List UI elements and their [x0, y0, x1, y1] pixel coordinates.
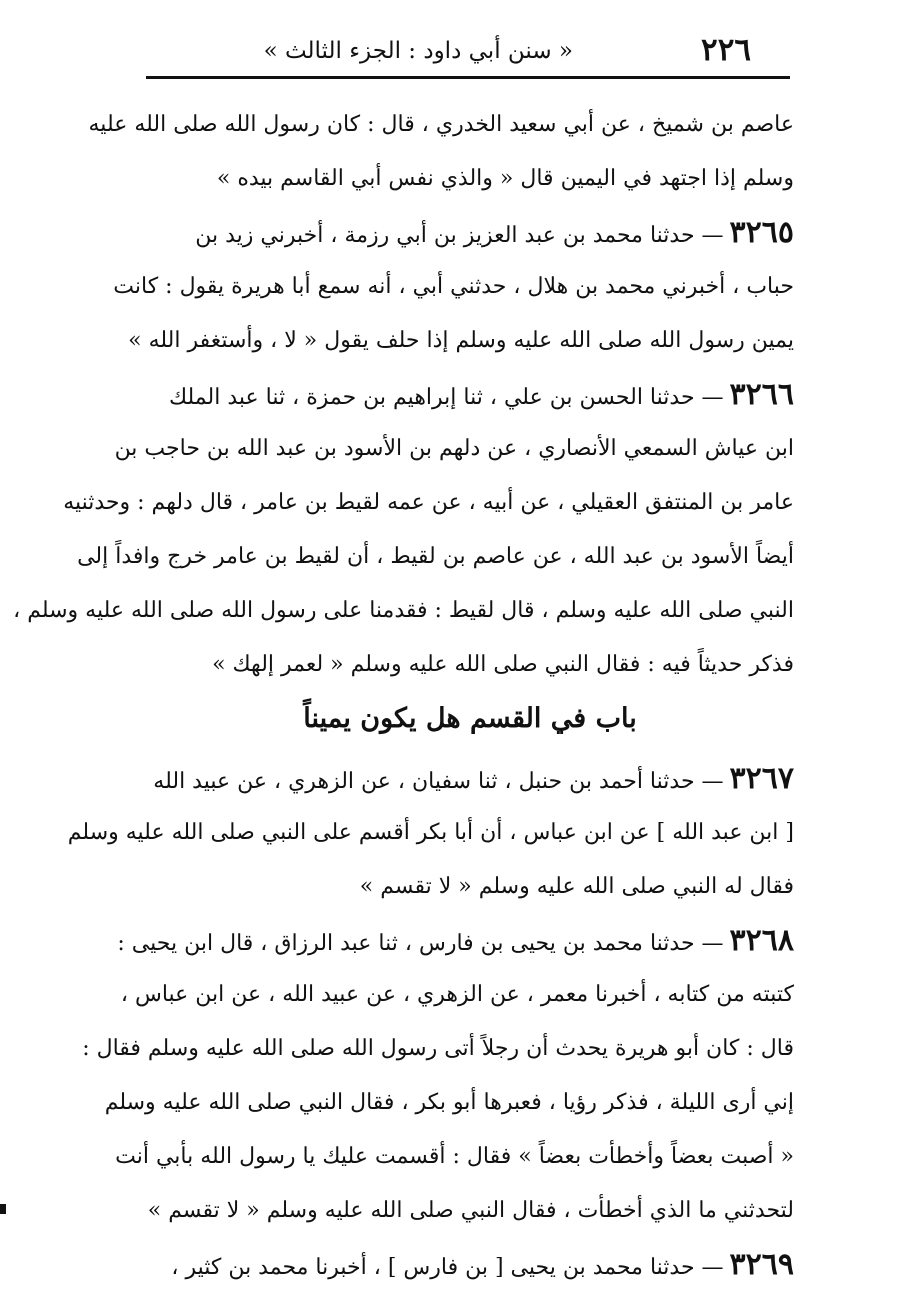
- intro-line: عاصم بن شميخ ، عن أبي سعيد الخدري ، قال : كان رسول الله صلى الله عليه: [88, 112, 794, 137]
- hadith-text: — حدثنا أحمد بن حنبل ، ثنا سفيان ، عن الزهري ، عن عبيد الله: [153, 769, 724, 794]
- hadith-line: [146, 206, 794, 260]
- page-number: ٢٢٦: [701, 32, 751, 68]
- hadith-text: — حدثنا محمد بن يحيى بن فارس ، ثنا عبد الرزاق ، قال ابن يحيى :: [117, 931, 724, 956]
- hadith-line: [117, 914, 794, 968]
- hadith-line: فقال له النبي صلى الله عليه وسلم « لا تقسم »: [359, 874, 794, 899]
- hadith-line: [ ابن عبد الله ] عن ابن عباس ، أن أبا بكر أقسم على النبي صلى الله عليه وسلم: [67, 820, 794, 845]
- hadith-line: [146, 368, 794, 422]
- hadith-line: أيضاً الأسود بن عبد الله ، عن عاصم بن لقيط ، أن لقيط بن عامر خرج وافداً إلى: [77, 544, 794, 569]
- hadith-line: ابن عياش السمعي الأنصاري ، عن دلهم بن الأسود بن عبد الله بن حاجب بن: [114, 436, 794, 461]
- header-rule: [146, 76, 790, 79]
- running-title: « سنن أبي داود : الجزء الثالث »: [263, 38, 573, 64]
- hadith-number: ٣٢٦٨: [729, 923, 794, 958]
- hadith-line: [146, 752, 794, 806]
- margin-mark: [0, 1204, 6, 1214]
- hadith-text: — حدثنا الحسن بن علي ، ثنا إبراهيم بن حمزة ، ثنا عبد الملك: [168, 385, 724, 410]
- hadith-number: ٣٢٦٧: [729, 761, 794, 796]
- hadith-line: لتحدثني ما الذي أخطأت ، فقال النبي صلى الله عليه وسلم « لا تقسم »: [147, 1198, 794, 1223]
- hadith-line: إني أرى الليلة ، فذكر رؤيا ، فعبرها أبو بكر ، فقال النبي صلى الله عليه وسلم: [104, 1090, 794, 1115]
- hadith-line: [146, 1238, 794, 1292]
- hadith-line: فذكر حديثاً فيه : فقال النبي صلى الله عليه وسلم « لعمر إلهك »: [212, 652, 794, 677]
- hadith-line: « أصبت بعضاً وأخطأت بعضاً » فقال : أقسمت عليك يا رسول الله بأبي أنت: [115, 1144, 794, 1169]
- running-head: [150, 30, 763, 74]
- hadith-text: — حدثنا محمد بن يحيى [ بن فارس ] ، أخبرنا محمد بن كثير ،: [171, 1255, 724, 1280]
- body-text: [13, 98, 794, 1292]
- hadith-line: يمين رسول الله صلى الله عليه وسلم إذا حلف يقول « لا ، وأستغفر الله »: [128, 328, 794, 353]
- hadith-number: ٣٢٦٩: [729, 1247, 794, 1282]
- hadith-line: عامر بن المنتفق العقيلي ، عن أبيه ، عن عمه لقيط بن عامر ، قال دلهم : وحدثنيه: [63, 490, 794, 515]
- intro-line: وسلم إذا اجتهد في اليمين قال « والذي نفس أبي القاسم بيده »: [216, 166, 794, 191]
- hadith-line: قال : كان أبو هريرة يحدث أن رجلاً أتى رسول الله صلى الله عليه وسلم فقال :: [82, 1036, 794, 1061]
- hadith-line: حباب ، أخبرني محمد بن هلال ، حدثني أبي ، أنه سمع أبا هريرة يقول : كانت: [113, 274, 794, 299]
- hadith-number: ٣٢٦٥: [729, 215, 794, 250]
- hadith-text: — حدثنا محمد بن عبد العزيز بن أبي رزمة ، أخبرني زيد بن: [195, 223, 724, 248]
- hadith-line: كتبته من كتابه ، أخبرنا معمر ، عن الزهري ، عن عبيد الله ، عن ابن عباس ،: [120, 982, 794, 1007]
- hadith-number: ٣٢٦٦: [729, 377, 794, 412]
- chapter-heading: باب في القسم هل يكون يميناً: [303, 703, 637, 734]
- hadith-line: النبي صلى الله عليه وسلم ، قال لقيط : فقدمنا على رسول الله صلى الله عليه وسلم ،: [13, 598, 794, 623]
